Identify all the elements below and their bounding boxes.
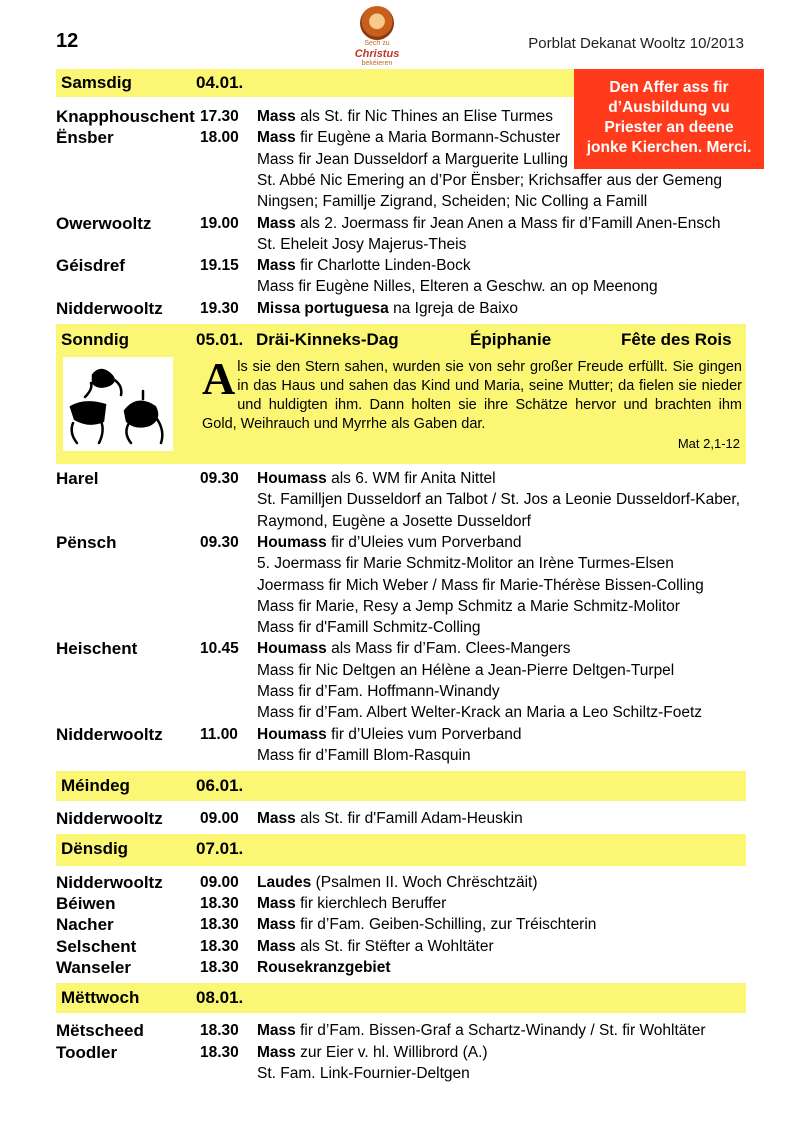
day-name: Samsdig <box>61 73 132 92</box>
mass-intention: Mass fir Jean Dusseldorf a Marguerite Lulling <box>257 151 568 168</box>
day-date: 04.01. <box>196 73 244 92</box>
mass-time: 18.30 <box>200 938 239 955</box>
mass-intention: Mass fir Nic Deltgen an Hélène a Jean-Pierre Deltgen-Turpel <box>257 662 675 679</box>
mass-intention: Mass fir Eugène Nilles, Elteren a Geschw. an op Meenong <box>257 278 658 295</box>
mass-intention: als St. fir Stëfter a Wohltäter <box>295 938 494 955</box>
mass-description <box>257 213 721 235</box>
day-name: Mëttwoch <box>61 988 140 1007</box>
mass-type: Rousekranzgebiet <box>257 959 391 976</box>
mass-intention: fir d’Uleies vum Porverband <box>326 726 522 743</box>
mass-time: 18.30 <box>200 1022 239 1039</box>
publication-title: Porblat Dekanat Wooltz 10/2013 <box>528 35 744 52</box>
mass-intention: Mass fir d’Famill Blom-Rasquin <box>257 747 471 764</box>
mass-time: 09.30 <box>200 534 239 551</box>
mass-intention: Mass fir d’Fam. Hoffmann-Winandy <box>257 683 500 700</box>
mass-intention: St. Abbé Nic Emering an d’Por Ënsber; Krichsaffer aus der Gemeng <box>257 172 722 189</box>
mass-intention: fir Eugène a Maria Bormann-Schuster <box>295 129 561 146</box>
mass-description <box>257 617 480 639</box>
mass-intention: St. Familljen Dusseldorf an Talbot / St. Jos a Leonie Dusseldorf-Kaber, <box>257 491 741 508</box>
mass-type: Mass <box>257 257 296 274</box>
mass-description <box>257 808 523 830</box>
mass-description <box>257 1063 470 1085</box>
mass-description <box>257 1020 706 1042</box>
mass-description <box>257 234 466 256</box>
mass-time: 09.00 <box>200 874 239 891</box>
mass-time: 11.00 <box>200 726 238 743</box>
mass-description <box>257 575 704 597</box>
mass-intention: als Mass fir d’Fam. Clees-Mangers <box>326 640 571 657</box>
mass-type: Mass <box>257 129 296 146</box>
mass-time: 17.30 <box>200 108 239 125</box>
mass-type: Houmass <box>257 640 327 657</box>
mass-description <box>257 127 560 149</box>
logo-emblem-icon <box>360 6 394 40</box>
mass-type: Laudes <box>257 874 312 891</box>
day-name: Dënsdig <box>61 839 129 858</box>
location-name: Géisdref <box>56 256 125 275</box>
mass-intention: als 2. Joermass fir Jean Anen a Mass fir d’Famill Anen-Ensch <box>295 215 721 232</box>
logo-line: bekéieren <box>361 60 393 67</box>
location-name: Harel <box>56 469 99 488</box>
day-date: 07.01. <box>196 839 244 858</box>
mass-description <box>257 255 471 277</box>
day-header-monday <box>56 771 746 801</box>
mass-time: 18.30 <box>200 959 239 976</box>
mass-intention: Mass fir d'Famill Schmitz-Colling <box>257 619 481 636</box>
mass-time: 09.30 <box>200 470 239 487</box>
day-name: Méindeg <box>61 776 130 795</box>
day-header-tuesday <box>56 834 746 866</box>
gospel-quote <box>202 353 742 434</box>
mass-description <box>257 468 496 490</box>
day-header-sunday <box>56 324 746 464</box>
location-name: Toodler <box>56 1043 118 1062</box>
mass-intention: als St. fir d'Famill Adam-Heuskin <box>295 810 523 827</box>
mass-description <box>257 106 553 128</box>
mass-description <box>257 724 521 746</box>
location-name: Béiwen <box>56 894 116 913</box>
mass-description <box>257 276 658 298</box>
mass-intention: 5. Joermass fir Marie Schmitz-Molitor an Irène Turmes-Elsen <box>257 555 674 572</box>
mass-intention: Joermass fir Mich Weber / Mass fir Marie-Thérèse Bissen-Colling <box>257 577 704 594</box>
quote-text: ls sie den Stern sahen, wurden sie von sehr großer Freude erfüllt. Sie gingen in das Haus und sahen das Kind und Maria, seine Mutter; da fielen sie nieder und huldigten ihm. Dann holten sie ihre Schätze hervor und brachten ihm Gold, Weihrauch und Myrrhe als Gaben dar. <box>202 359 742 432</box>
mass-intention: St. Fam. Link-Fournier-Deltgen <box>257 1065 470 1082</box>
location-name: Nacher <box>56 915 114 934</box>
mass-type: Houmass <box>257 534 327 551</box>
mass-type: Houmass <box>257 470 327 487</box>
mass-description <box>257 170 722 192</box>
mass-type: Houmass <box>257 726 327 743</box>
mass-description <box>257 660 674 682</box>
mass-description <box>257 745 471 767</box>
notice-line: Priester an deene <box>604 119 734 136</box>
quote-reference: Mat 2,1-12 <box>677 436 740 451</box>
mass-description <box>257 489 740 511</box>
location-name: Nidderwooltz <box>56 299 163 318</box>
mass-description <box>257 1042 488 1064</box>
mass-intention: fir d’Fam. Geiben-Schilling, zur Tréischterin <box>295 916 597 933</box>
mass-intention: na Igreja de Baixo <box>388 300 519 317</box>
mass-description <box>257 957 391 979</box>
three-kings-gifts-icon <box>63 357 173 451</box>
day-date: 08.01. <box>196 988 244 1007</box>
day-name: Sonndig <box>61 330 129 349</box>
mass-time: 19.15 <box>200 257 239 274</box>
mass-intention: fir d’Uleies vum Porverband <box>326 534 522 551</box>
mass-intention: (Psalmen II. Woch Chrëschtzäit) <box>311 874 538 891</box>
location-name: Pënsch <box>56 533 117 552</box>
logo-line: Sech zu <box>364 40 390 47</box>
mass-description <box>257 511 531 533</box>
mass-intention: fir kierchlech Beruffer <box>295 895 447 912</box>
location-name: Nidderwooltz <box>56 809 163 828</box>
mass-description <box>257 638 571 660</box>
mass-type: Missa portuguesa <box>257 300 389 317</box>
mass-type: Mass <box>257 1022 296 1039</box>
location-name: Heischent <box>56 639 138 658</box>
notice-line: d’Ausbildung vu <box>608 99 730 116</box>
mass-intention: Ningsen; Famillje Zigrand, Scheiden; Nic Colling a Famill <box>257 193 648 210</box>
mass-intention: St. Eheleit Josy Majerus-Theis <box>257 236 467 253</box>
mass-time: 19.30 <box>200 300 239 317</box>
mass-time: 18.00 <box>200 129 239 146</box>
mass-type: Mass <box>257 938 296 955</box>
mass-time: 18.30 <box>200 1044 239 1061</box>
mass-description <box>257 702 702 724</box>
mass-description <box>257 936 494 958</box>
day-date: 05.01. <box>196 330 244 349</box>
mass-time: 19.00 <box>200 215 239 232</box>
mass-time: 18.30 <box>200 916 239 933</box>
location-name: Nidderwooltz <box>56 873 163 892</box>
mass-intention: als 6. WM fir Anita Nittel <box>326 470 496 487</box>
notice-line: Den Affer ass fir <box>609 79 729 96</box>
mass-intention: zur Eier v. hl. Willibrord (A.) <box>295 1044 488 1061</box>
mass-time: 18.30 <box>200 895 239 912</box>
location-name: Owerwooltz <box>56 214 152 233</box>
logo <box>343 6 411 66</box>
mass-type: Mass <box>257 108 296 125</box>
mass-description <box>257 298 518 320</box>
mass-description <box>257 553 674 575</box>
location-name: Knapphouschent <box>56 107 195 126</box>
mass-intention: fir d’Fam. Bissen-Graf a Schartz-Winandy / St. fir Wohltäter <box>295 1022 706 1039</box>
location-name: Wanseler <box>56 958 131 977</box>
quote-initial: A <box>202 353 236 404</box>
feast-title-fr2: Fête des Rois <box>621 330 732 349</box>
feast-title-fr: Épiphanie <box>470 330 552 349</box>
page-number: 12 <box>56 30 79 52</box>
mass-type: Mass <box>257 810 296 827</box>
mass-description <box>257 872 538 894</box>
mass-type: Mass <box>257 916 296 933</box>
mass-description <box>257 149 568 171</box>
day-header-wednesday <box>56 983 746 1013</box>
location-name: Nidderwooltz <box>56 725 163 744</box>
mass-description <box>257 914 596 936</box>
mass-type: Mass <box>257 895 296 912</box>
notice-line: jonke Kierchen. Merci. <box>586 139 752 156</box>
mass-type: Mass <box>257 1044 296 1061</box>
mass-description <box>257 191 647 213</box>
mass-description <box>257 681 500 703</box>
location-name: Selschent <box>56 937 137 956</box>
day-date: 06.01. <box>196 776 244 795</box>
mass-description <box>257 596 680 618</box>
feast-title: Dräi-Kinneks-Dag <box>256 330 399 349</box>
mass-intention: fir Charlotte Linden-Bock <box>295 257 471 274</box>
offering-notice <box>574 69 764 169</box>
mass-time: 10.45 <box>200 640 239 657</box>
mass-type: Mass <box>257 215 296 232</box>
mass-intention: als St. fir Nic Thines an Elise Turmes <box>295 108 554 125</box>
mass-description <box>257 893 446 915</box>
location-name: Mëtscheed <box>56 1021 144 1040</box>
mass-intention: Mass fir d’Fam. Albert Welter-Krack an Maria a Leo Schiltz-Foetz <box>257 704 703 721</box>
logo-line: Christus <box>354 48 400 60</box>
mass-time: 09.00 <box>200 810 239 827</box>
mass-intention: Raymond, Eugène a Josette Dusseldorf <box>257 513 531 530</box>
mass-description <box>257 532 521 554</box>
mass-intention: Mass fir Marie, Resy a Jemp Schmitz a Marie Schmitz-Molitor <box>257 598 680 615</box>
location-name: Ënsber <box>56 128 114 147</box>
